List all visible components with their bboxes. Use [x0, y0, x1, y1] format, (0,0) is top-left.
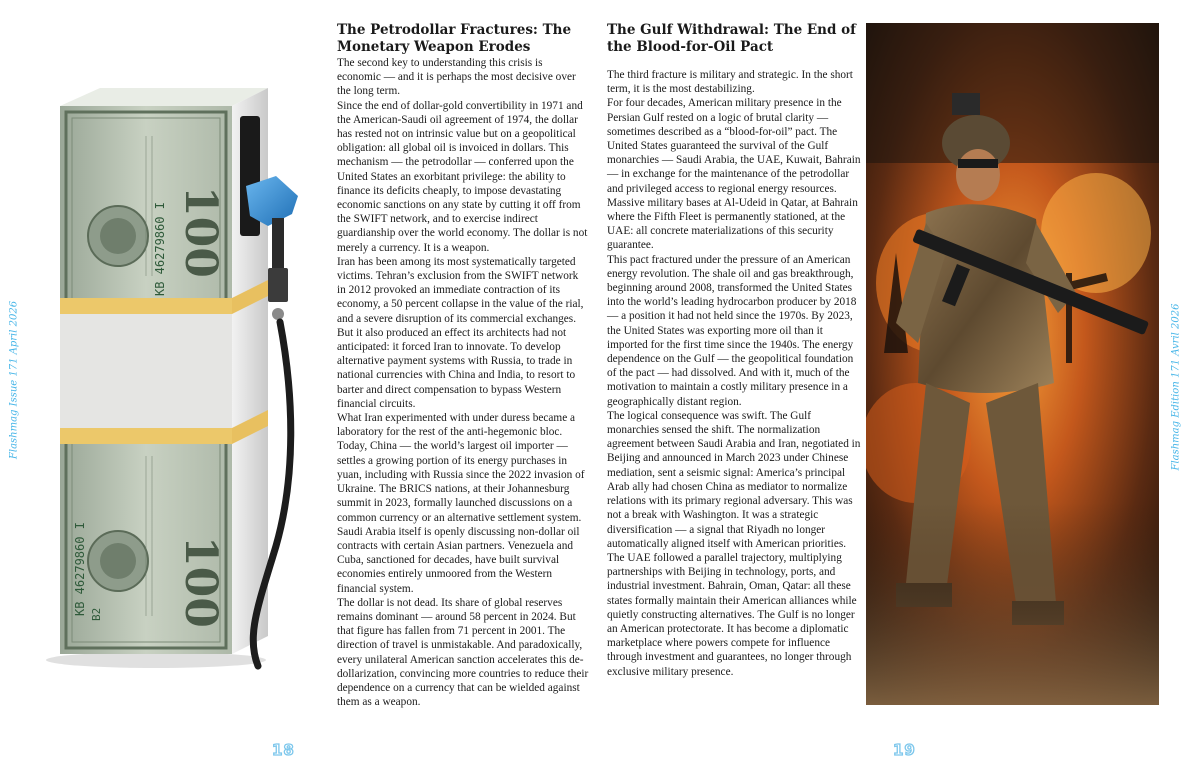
right-side-label: Flashmag Edition 171 Avril 2026 — [1170, 303, 1182, 471]
right-page-number: 19 — [893, 741, 916, 759]
soldier-oilfield-photo — [866, 23, 1159, 705]
left-paragraph: Since the end of dollar-gold convertibility in 1971 and the American-Saudi oil agreement of 1974, the dollar has rested not on intrinsic value but on a geopolitical obligation: all global oil is invoiced in dollars. This mechanism — the petrodollar — conferred upon the United States an exorbitant privilege: the ability to finance its deficits cheaply, to impose devastating economic sanctions on any state by cutting it off from the SWIFT network, and to exercise indirect guardianship over the world economy. The dollar is not merely a currency. It is a weapon. — [337, 99, 588, 254]
left-paragraph: The second key to understanding this crisis is economic — and it is perhaps the most decisive over the long term. — [337, 57, 576, 98]
right-article-body — [607, 68, 861, 679]
bill-denomination-top: 100 — [175, 186, 226, 278]
left-article — [337, 22, 589, 709]
left-side-label: Flashmag Issue 171 April 2026 — [8, 300, 20, 460]
left-article-heading: The Petrodollar Fractures: The Monetary Weapon Erodes — [337, 22, 572, 55]
right-paragraph: The UAE followed a parallel trajectory, multiplying partnerships with Beijing in technology, ports, and industrial investment. Bahrain, Oman, Qatar: all these states formally maintain their American alliances while quietly constructing alternatives. The Gulf is no longer an American protectorate. It has become a diplomatic marketplace where powers compete for influence through investment and guarantees, no longer through exclusive military presence. — [607, 551, 857, 678]
bill-serial-top: KB 46279860 I — [153, 202, 167, 296]
right-article — [607, 22, 861, 679]
right-article-heading: The Gulf Withdrawal: The End of the Blood-for-Oil Pact — [607, 22, 856, 55]
dollar-bill-fuel-pump-icon — [36, 76, 326, 676]
right-paragraph: This pact fractured under the pressure of an American energy revolution. The shale oil and gas breakthrough, beginning around 2008, transformed the United States into the world’s leading hydrocarbon producer by 2018 — a position it had not held since the 1970s. By 2023, the United States was exporting more oil than it imported for the first time since the 1940s. The energy dependence on the Gulf — the geopolitical foundation of the pact — had dissolved. And with it, much of the motivation to maintain a costly military presence in a geographically distant region. — [607, 253, 857, 408]
left-paragraph: The dollar is not dead. Its share of global reserves remains dominant — around 58 percent in 2024. But that figure has fallen from 71 percent in 2001. The direction of travel is unmistakable. And paradoxically, every unilateral American sanction accelerates this de-dollarization, convincing more countries to reduce their dependence on a currency that can be wielded against them as a weapon. — [337, 596, 589, 709]
left-paragraph: Iran has been among its most systematically targeted victims. Tehran’s exclusion from the SWIFT network in 2012 provoked an immediate contraction of its economy, a 50 percent collapse in the value of the rial, and a severe disruption of its commercial exchanges. But it also produced an effect its architects had not anticipated: it forced Iran to innovate. To develop alternative payment systems with Russia, to trade in national currencies with China and India, to resort to barter and direct compensation to bypass Western financial circuits. — [337, 255, 584, 410]
bill-letter: B2 — [90, 607, 103, 621]
left-page-number: 18 — [272, 741, 295, 759]
left-paragraph: What Iran experimented with under duress became a laboratory for the rest of the anti-hegemonic bloc. Today, China — the world’s largest oil importer — settles a growing portion of its energy purchases in yuan, including with Russia since the 2022 invasion of Ukraine. The BRICS nations, at their Johannesburg summit in 2023, formally launched discussions on a common currency or an alternative settlement system. Saudi Arabia itself is openly discussing non-dollar oil contracts with certain Asian partners. Venezuela and Cuba, sanctioned for decades, have built survival economies entirely unmoored from the Western financial system. — [337, 412, 585, 595]
soldier-burning-oilfield-icon — [866, 23, 1159, 705]
dollar-fuel-pump-illustration — [36, 76, 326, 676]
right-paragraph: For four decades, American military presence in the Persian Gulf rested on a logic of brutal clarity — sometimes described as a “blood-for-oil” pact. The United States guaranteed the survival of the Gulf monarchies — Saudi Arabia, the UAE, Kuwait, Bahrain — in exchange for the maintenance of the petrodollar and privileged access to regional energy resources. Massive military bases at Al-Udeid in Qatar, at Bahrain where the Fifth Fleet is permanently stationed, at the UAE: all concrete materializations of this security guarantee. — [607, 97, 861, 252]
bill-serial-bottom: KB 46279860 I — [73, 522, 87, 616]
right-paragraph: The logical consequence was swift. The Gulf monarchies sensed the shift. The normalization agreement between Saudi Arabia and Iran, negotiated in Beijing and announced in March 2023 under Chinese mediation, sent a seismic signal: America’s principal Arab ally had chosen China as mediator to normalize relations with its primary regional adversary. This was not a break with Washington. It was a strategic diversification — a signal that Riyadh no longer automatically aligned itself with American priorities. — [607, 409, 861, 550]
right-paragraph: The third fracture is military and strategic. In the short term, it is the most destabilizing. — [607, 69, 853, 96]
bill-denomination-bottom: 100 — [175, 536, 226, 628]
left-article-body — [337, 56, 589, 709]
